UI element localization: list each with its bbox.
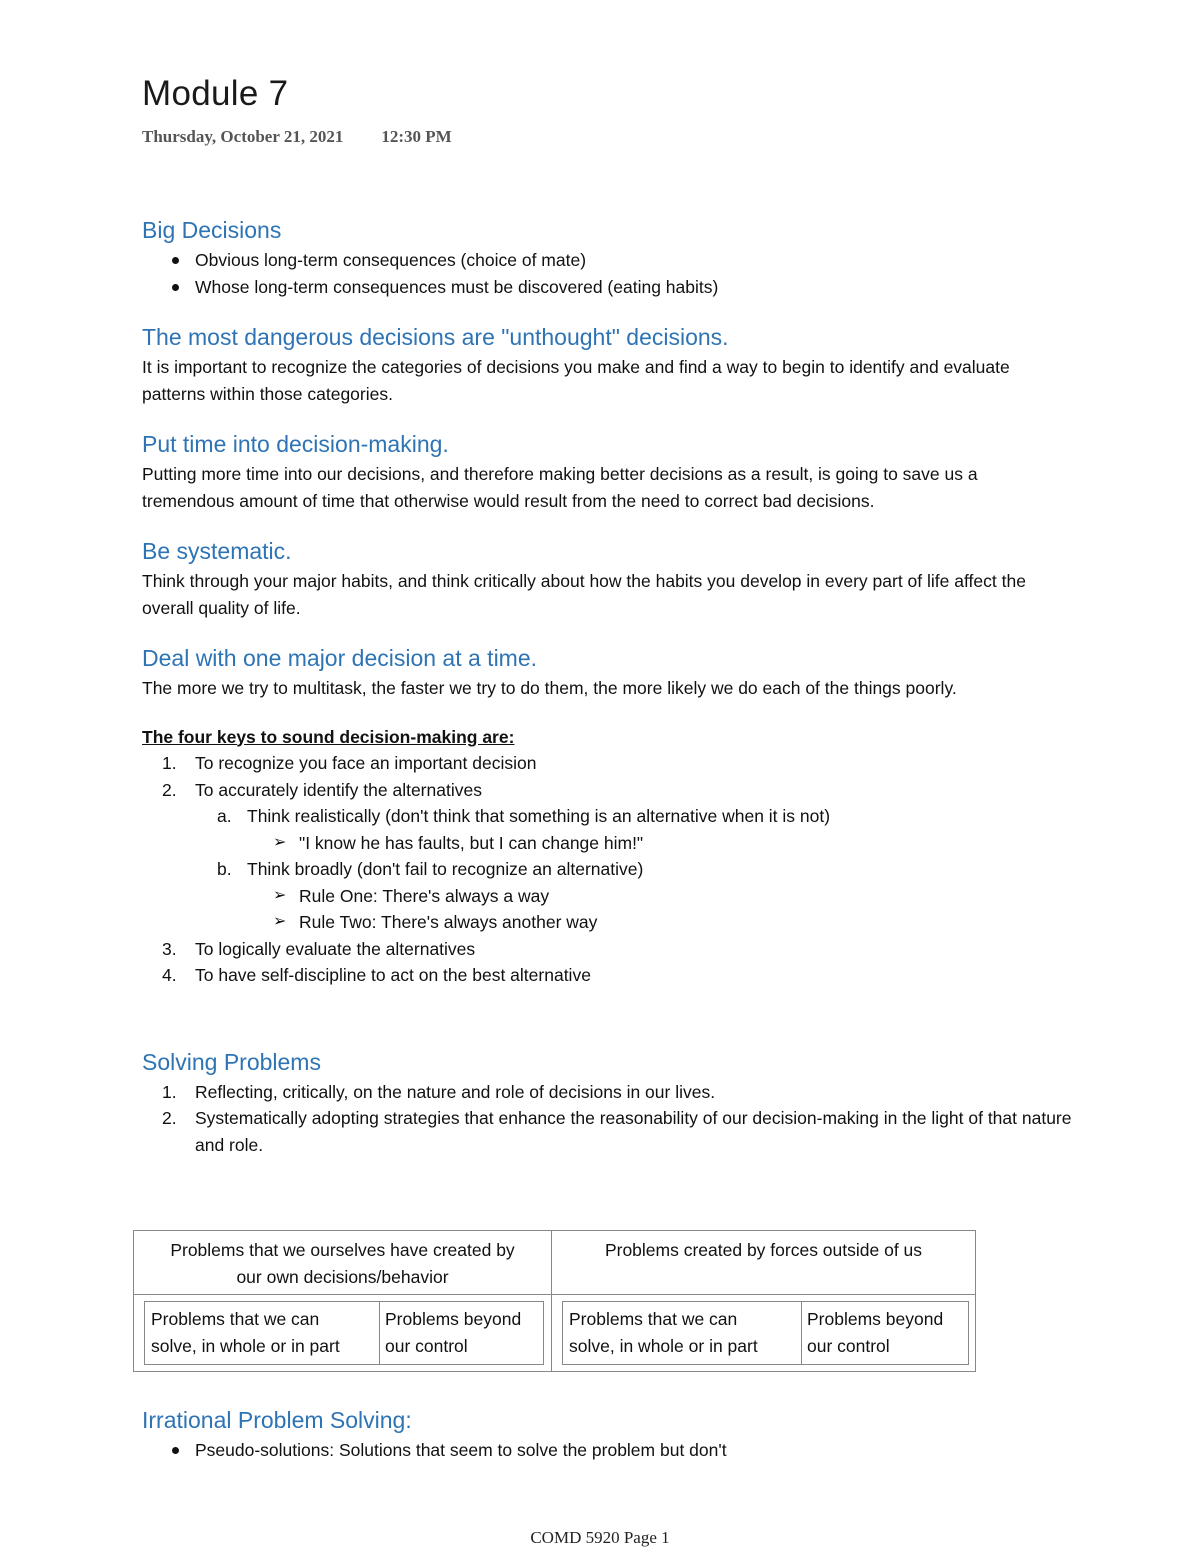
- paragraph-put-time: Putting more time into our decisions, and therefore making better decisions as a result, is going to save us a tremendous amount of time that otherwise would result from the need to correct bad decisions.: [142, 464, 978, 511]
- heading-one-decision: Deal with one major decision at a time.: [142, 645, 538, 671]
- list-item-text: To recognize you face an important decision: [195, 753, 537, 773]
- list-item: Pseudo-solutions: Solutions that seem to solve the problem but don't: [142, 1437, 1072, 1464]
- list-item-text: Think realistically (don't think that something is an alternative when it is not): [247, 806, 831, 826]
- cell-line: Problems that we can: [569, 1309, 738, 1329]
- cell-line: our control: [385, 1335, 468, 1356]
- table-cell-beyond-control: [803, 1302, 968, 1364]
- problems-table: [133, 1230, 976, 1372]
- list-item: 1. Reflecting, critically, on the nature and role of decisions in our lives.: [162, 1081, 716, 1102]
- arrow-bullet-icon: ➢: [273, 833, 287, 851]
- list-item-text: Reflecting, critically, on the nature and role of decisions in our lives.: [195, 1081, 716, 1102]
- note-body: [142, 213, 1072, 1158]
- arrow-list: [247, 830, 1072, 857]
- arrow-list-item: [247, 883, 1072, 910]
- table-header-line: Problems that we ourselves have created by: [170, 1240, 515, 1260]
- sub-list: [195, 803, 1072, 936]
- paragraph-unthought: It is important to recognize the categories of decisions you make and find a way to begin to identify and evaluate patterns within those categories.: [142, 357, 1010, 404]
- page-date: Thursday, October 21, 2021: [142, 127, 344, 146]
- sub-list-item: a. Think realistically (don't think that something is an alternative when it is not) ➢ "I know he has faults, but I can change him!": [195, 803, 1072, 856]
- cell-line: Problems that we can: [151, 1309, 320, 1329]
- cell-line: our control: [807, 1335, 890, 1356]
- paragraph-one-decision: The more we try to multitask, the faster we try to do them, the more likely we do each of the things poorly.: [142, 678, 957, 698]
- table-cell-beyond-control: [381, 1302, 543, 1364]
- list-item-text: Rule Two: There's always another way: [299, 912, 598, 932]
- table-cell-can-solve: [565, 1302, 797, 1364]
- list-item-text: To have self-discipline to act on the best alternative: [195, 965, 591, 985]
- list-item-text: To accurately identify the alternatives: [195, 779, 482, 800]
- arrow-list-item: [247, 830, 1072, 857]
- cell-line: Problems beyond: [807, 1309, 944, 1329]
- list-item-text: Systematically adopting strategies that enhance the reasonability of our decision-making in the light of that nature and role.: [195, 1108, 1072, 1155]
- four-keys-list: [142, 750, 1072, 989]
- irrational-section: [142, 1403, 1072, 1464]
- list-item: 2. Systematically adopting strategies that enhance the reasonability of our decision-making in the light of that nature and role.: [162, 1108, 1072, 1155]
- big-decisions-list: [142, 247, 1072, 300]
- inner-table-right: [562, 1301, 969, 1365]
- arrow-list: [247, 883, 1072, 936]
- paragraph-systematic: Think through your major habits, and think critically about how the habits you develop in every part of life affect the overall quality of life.: [142, 571, 1026, 618]
- list-item: Obvious long-term consequences (choice of mate): [142, 247, 1072, 274]
- heading-irrational: Irrational Problem Solving:: [142, 1407, 412, 1433]
- heading-systematic: Be systematic.: [142, 538, 292, 564]
- cell-line: solve, in whole or in part: [569, 1335, 758, 1356]
- arrow-bullet-icon: ➢: [273, 913, 287, 930]
- solving-list: [142, 1079, 1072, 1159]
- list-item: 1. To recognize you face an important decision: [162, 753, 537, 773]
- irrational-list: [142, 1437, 1072, 1464]
- list-item-text: Think broadly (don't fail to recognize an alternative): [247, 859, 644, 879]
- sub-list-item: b. Think broadly (don't fail to recognize an alternative) ➢ Rule One: There's always a way ➢ Rule Two: There's always another way: [195, 856, 1072, 936]
- list-item-text: To logically evaluate the alternatives: [195, 938, 476, 959]
- list-item-text: "I know he has faults, but I can change him!": [299, 832, 644, 853]
- cell-line: solve, in whole or in part: [151, 1335, 340, 1356]
- list-item-text: Rule One: There's always a way: [299, 885, 550, 906]
- arrow-list-item: [247, 909, 1072, 936]
- four-keys-heading: The four keys to sound decision-making are:: [142, 726, 515, 747]
- page-title: Module 7: [142, 74, 289, 113]
- page-time: 12:30 PM: [381, 127, 452, 146]
- heading-unthought: The most dangerous decisions are "unthought" decisions.: [142, 324, 729, 350]
- list-item: 2. To accurately identify the alternatives a. Think realistically (don't think that something is an alternative when it is not) ➢ "I know he has faults, but I can change him!" b. Think broadly (don't fail to recognize an alternative) ➢ Rule One: There's always a way ➢ Rule Two: There's always another way: [142, 777, 1072, 936]
- heading-put-time: Put time into decision-making.: [142, 431, 449, 457]
- page-footer: COMD 5920 Page 1: [530, 1528, 670, 1547]
- table-header-self-created: [134, 1237, 551, 1290]
- heading-solving-problems: Solving Problems: [142, 1048, 321, 1075]
- list-item: Whose long-term consequences must be discovered (eating habits): [142, 274, 1072, 301]
- table-header-external: Problems created by forces outside of us: [604, 1240, 923, 1260]
- cell-line: Problems beyond: [385, 1309, 522, 1329]
- page-date-time: [142, 127, 452, 147]
- list-item: 3. To logically evaluate the alternatives: [162, 938, 476, 959]
- table-cell-can-solve: [147, 1302, 379, 1364]
- table-header-line: our own decisions/behavior: [236, 1266, 449, 1287]
- list-item: 4. To have self-discipline to act on the best alternative: [162, 965, 591, 985]
- inner-table-left: [144, 1301, 544, 1365]
- heading-big-decisions: Big Decisions: [142, 217, 282, 243]
- arrow-bullet-icon: ➢: [273, 886, 287, 904]
